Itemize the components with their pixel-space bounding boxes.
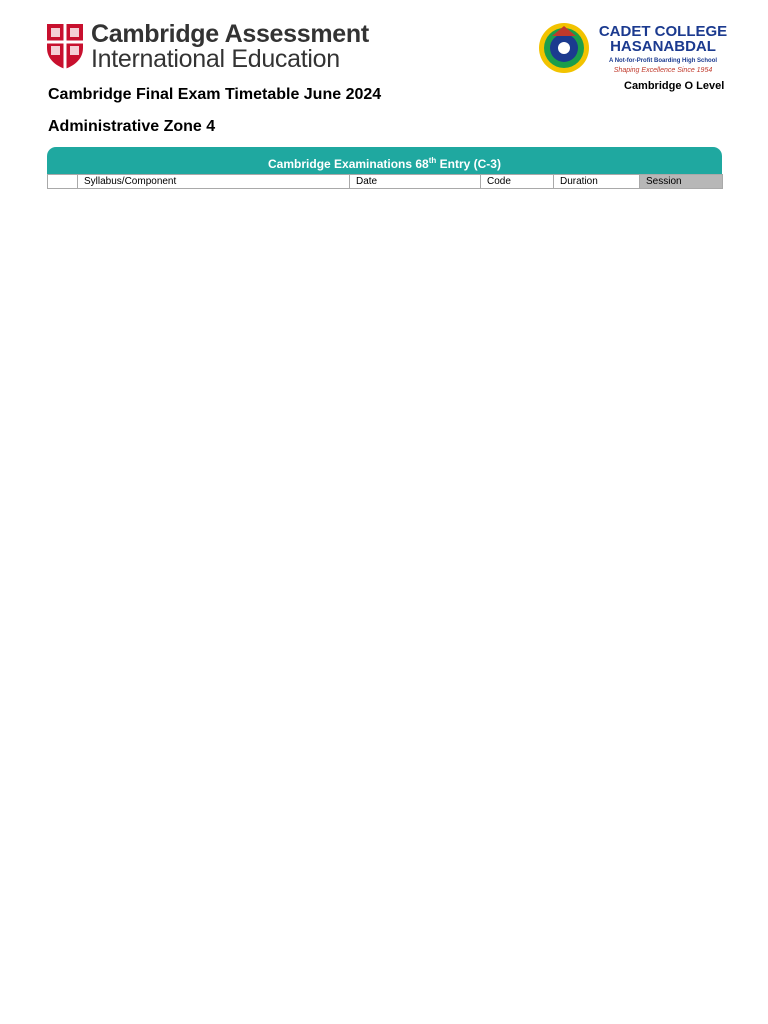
cambridge-name: Cambridge Assessment	[91, 20, 369, 48]
header-session: Session	[640, 175, 723, 189]
cambridge-logo	[45, 22, 369, 72]
cambridge-subname: International Education	[91, 45, 340, 73]
header-date: Date	[350, 175, 481, 189]
school-name-1: CADET COLLEGE	[598, 23, 728, 40]
timetable-table	[47, 174, 723, 189]
page-header	[0, 0, 768, 140]
table-header-row	[48, 175, 723, 189]
header-code: Code	[481, 175, 554, 189]
school-tagline: Shaping Excellence Since 1954	[613, 67, 713, 74]
school-logo	[538, 20, 728, 80]
school-name-2: HASANABDAL	[610, 38, 716, 55]
table-banner: Cambridge Examinations 68th Entry (C-3)	[47, 147, 722, 174]
header-duration: Duration	[554, 175, 640, 189]
school-subtitle: A Not-for-Profit Boarding High School	[608, 58, 718, 64]
header-level	[48, 175, 78, 189]
school-seal-icon	[538, 22, 590, 74]
header-syllabus: Syllabus/Component	[78, 175, 350, 189]
page-title: Cambridge Final Exam Timetable June 2024	[48, 86, 382, 103]
zone-title: Administrative Zone 4	[48, 118, 216, 135]
timetable	[47, 147, 722, 189]
cambridge-shield-icon	[45, 22, 85, 70]
level-label: Cambridge O Level	[624, 80, 725, 92]
